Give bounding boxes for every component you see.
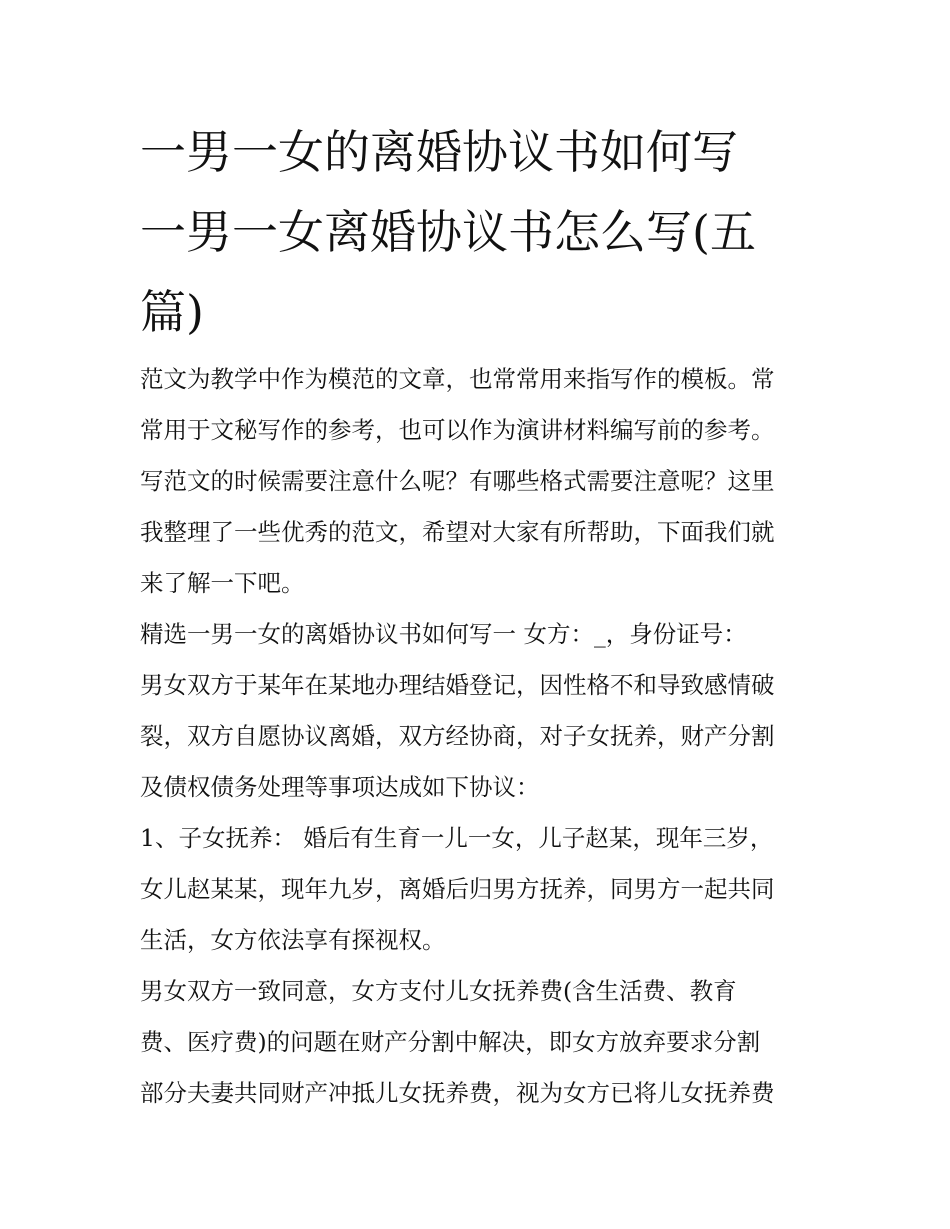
title-line: 一男一女离婚协议书怎么写(五 (140, 205, 756, 259)
body-line: 1、子女抚养： 婚后有生育一儿一女，儿子赵某，现年三岁， (140, 824, 774, 852)
title-line: 篇) (140, 285, 204, 339)
body-line: 男女双方于某年在某地办理结婚登记，因性格不和导致感情破 (140, 671, 775, 699)
body-line: 范文为教学中作为模范的文章，也常常用来指写作的模板。常 (140, 365, 775, 393)
body-line: 费、医疗费)的问题在财产分割中解决，即女方放弃要求分割 (140, 1028, 761, 1056)
body-line: 生活，女方依法享有探视权。 (140, 926, 446, 954)
title-line: 一男一女的离婚协议书如何写 (140, 125, 738, 179)
body-line: 男女双方一致同意，女方支付儿女抚养费(含生活费、教育 (140, 977, 737, 1005)
document-title (140, 112, 830, 352)
body-line: 常用于文秘写作的参考，也可以作为演讲材料编写前的参考。 (140, 416, 775, 444)
body-line: 部分夫妻共同财产冲抵儿女抚养费，视为女方已将儿女抚养费 (140, 1079, 775, 1107)
body-line: 写范文的时候需要注意什么呢？有哪些格式需要注意呢？这里 (140, 467, 775, 495)
body-line: 裂，双方自愿协议离婚，双方经协商，对子女抚养，财产分割 (140, 722, 775, 750)
body-line: 来了解一下吧。 (140, 569, 305, 597)
body-line: 我整理了一些优秀的范文，希望对大家有所帮助，下面我们就 (140, 518, 775, 546)
body-line: 精选一男一女的离婚协议书如何写一 女方：_，身份证号： (140, 620, 747, 648)
document-body (140, 354, 830, 1119)
body-line: 及债权债务处理等事项达成如下协议： (140, 773, 540, 801)
body-line: 女儿赵某某，现年九岁，离婚后归男方抚养，同男方一起共同 (140, 875, 775, 903)
